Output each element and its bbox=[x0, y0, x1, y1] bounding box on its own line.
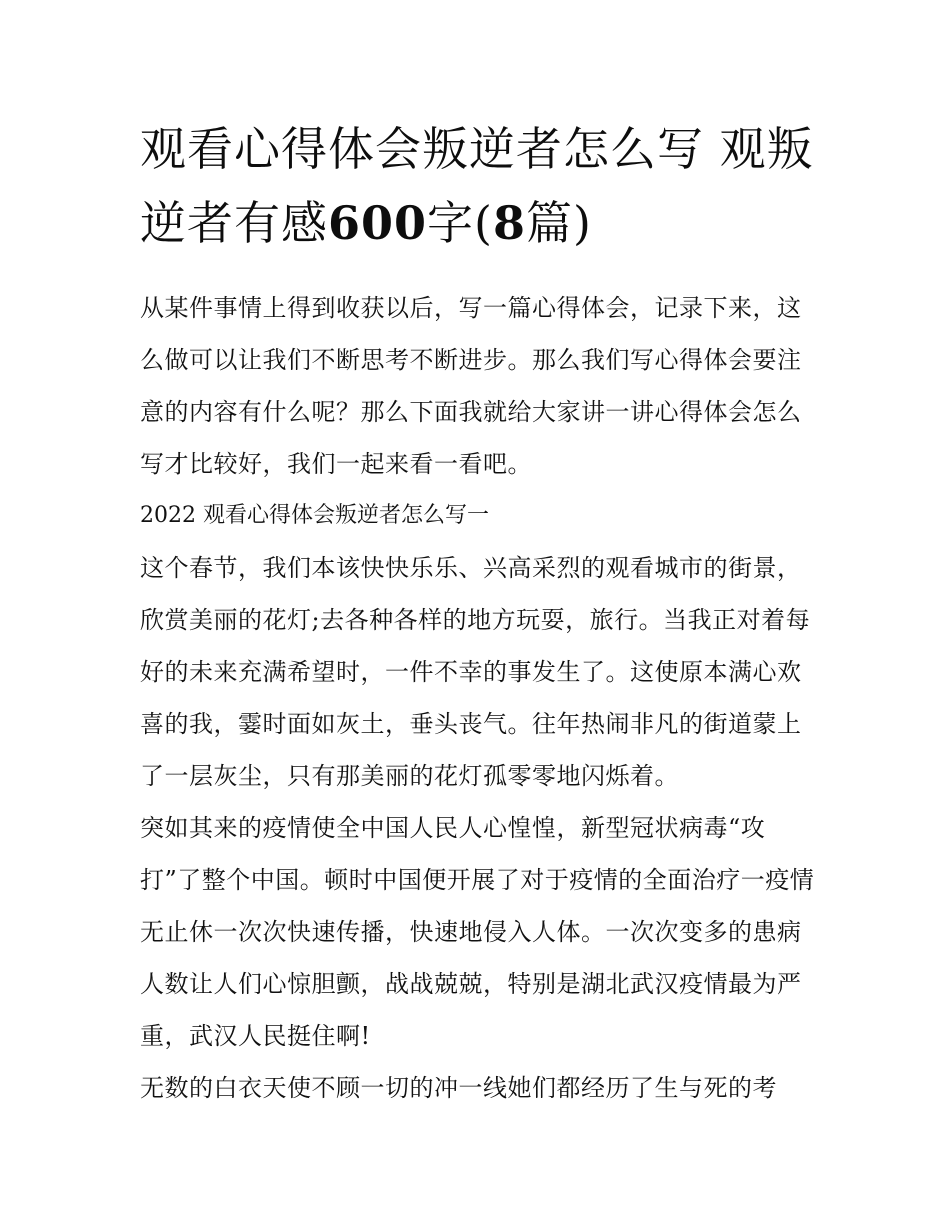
title-number: 600 bbox=[328, 196, 428, 250]
document-title bbox=[140, 112, 816, 260]
title-count: 8 bbox=[492, 196, 526, 250]
intro-paragraph: 从某件事情上得到收获以后，写一篇心得体会，记录下来，这么做可以让我们不断思考不断进步。那么我们写心得体会要注意的内容有什么呢？那么下面我就给大家讲一讲心得体会怎么写才比较好，我们一起来看一看吧。 bbox=[140, 294, 802, 478]
title-text-3: 篇) bbox=[526, 196, 592, 250]
title-text-2: 字( bbox=[427, 196, 493, 250]
title-text: 观看心得体会叛逆者怎么写 观叛逆者有感 bbox=[140, 122, 814, 250]
body-paragraph-1: 这个春节，我们本该快快乐乐、兴高采烈的观看城市的街景，欣赏美丽的花灯;去各种各样的地方玩耍，旅行。当我正对着每好的未来充满希望时，一件不幸的事发生了。这使原本满心欢喜的我，霎时面如灰土，垂头丧气。往年热闹非凡的街道蒙上了一层灰尘，只有那美丽的花灯孤零零地闪烁着。 bbox=[140, 554, 811, 790]
document-page bbox=[140, 112, 816, 1114]
body-paragraph-2: 突如其来的疫情使全中国人民人心惶惶，新型冠状病毒“攻打”了整个中国。顿时中国便开展了对于疫情的全面治疗一疫情无止休一次次快速传播，快速地侵入人体。一次次变多的患病人数让人们心惊胆颤，战战兢兢，特别是湖北武汉疫情最为严重，武汉人民挺住啊! bbox=[140, 814, 815, 1050]
document-body bbox=[140, 282, 816, 1114]
section-heading: 2022 观看心得体会叛逆者怎么写一 bbox=[140, 503, 489, 528]
body-paragraph-3: 无数的白衣天使不顾一切的冲一线她们都经历了生与死的考 bbox=[140, 1074, 777, 1102]
